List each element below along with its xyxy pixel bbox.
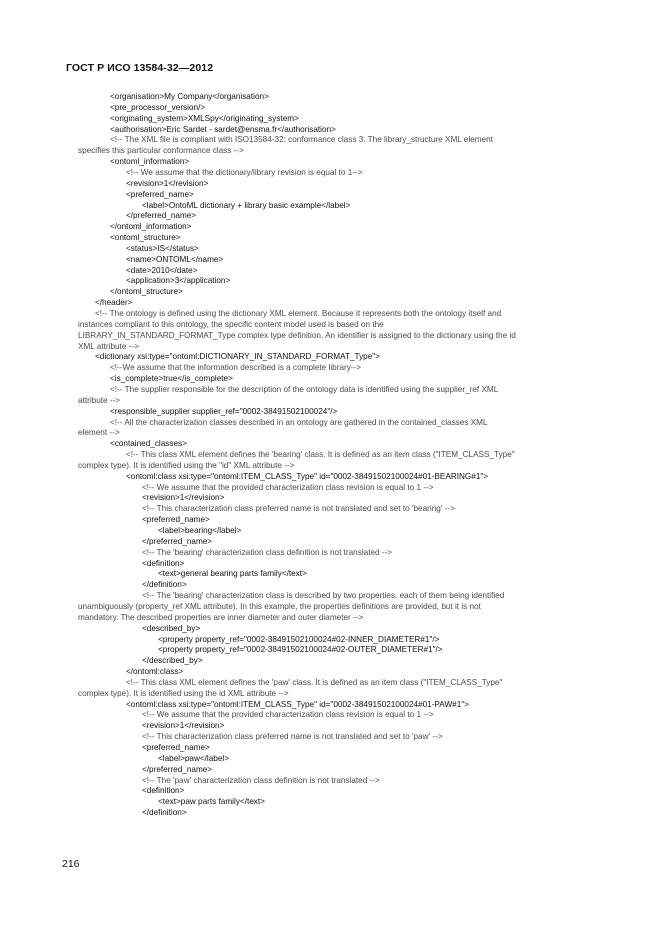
- code-comment-line: <!-- This characterization class preferred name is not translated and set to 'bearing' -->: [142, 504, 455, 514]
- code-line: <contained_classes>: [110, 439, 187, 449]
- code-line: <status>IS</status>: [126, 243, 199, 253]
- code-line: </preferred_name>: [142, 764, 213, 774]
- code-line: </described_by>: [142, 656, 203, 666]
- code-comment-line: mandatory. The described properties are inner diameter and outer diameter -->: [78, 612, 364, 622]
- code-line: <preferred_name>: [126, 189, 194, 199]
- code-line: <originating_system>XMLSpy</originating_system>: [110, 113, 299, 123]
- page-header-title: ГОСТ Р ИСО 13584-32—2012: [66, 62, 214, 74]
- code-comment-line: <!-- The supplier responsible for the description of the ontology data is identified using the supplier_ref XML: [110, 384, 499, 394]
- code-comment-line: <!-- All the characterization classes described in an ontology are gathered in the contained_classes XML: [110, 417, 488, 427]
- code-line: <application>3</application>: [126, 276, 231, 286]
- code-comment-line: unambiguously (property_ref XML attribute). In this example, the properties definitions are provided, but it is not: [78, 601, 481, 611]
- code-line: <is_complete>true</is_complete>: [110, 374, 233, 384]
- code-line: <text>general bearing parts family</text>: [158, 569, 307, 579]
- code-line: </definition>: [142, 808, 187, 818]
- code-line: <label>OntoML dictionary + library basic example</label>: [142, 200, 351, 210]
- code-line: <ontoml:class xsi:type="ontoml:ITEM_CLASS_Type" id="0002-38491502100024#01-PAW#1">: [126, 699, 469, 709]
- code-line: <authorisation>Eric Sardet - sardet@ensma.fr</authorisation>: [110, 124, 336, 134]
- code-comment-line: LIBRARY_IN_STANDARD_FORMAT_Type complex type definition. An identifier is assigned to the dictionary using the id: [78, 330, 516, 340]
- code-line: <ontoml:class xsi:type="ontoml:ITEM_CLASS_Type" id="0002-38491502100024#01-BEARING#1">: [126, 471, 489, 481]
- code-comment-line: complex type). It is identified using the "id" XML attribute -->: [78, 460, 295, 470]
- code-line: <described_by>: [142, 623, 201, 633]
- code-comment-line: <!-- This characterization class preferred name is not translated and set to 'paw' -->: [142, 732, 443, 742]
- code-line: <definition>: [142, 558, 185, 568]
- code-comment-line: <!-- The 'bearing' characterization class definition is not translated -->: [142, 547, 393, 557]
- code-comment-line: <!-- The 'paw' characterization class definition is not translated -->: [142, 775, 380, 785]
- code-line: </ontoml_structure>: [110, 287, 183, 297]
- code-comment-line: instances compliant to this ontology, the specific content model used is based on the: [78, 319, 384, 329]
- code-line: <definition>: [142, 786, 185, 796]
- code-line: <property property_ref="0002-38491502100024#02-OUTER_DIAMETER#1"/>: [158, 645, 443, 655]
- code-line: <pre_processor_version/>: [110, 102, 206, 112]
- code-line: <date>2010</date>: [126, 265, 198, 275]
- code-comment-line: <!--We assume that the information described is a complete library-->: [110, 363, 362, 373]
- code-line: <revision>1</revision>: [142, 721, 225, 731]
- code-line: </preferred_name>: [126, 211, 197, 221]
- code-line: </ontoml_information>: [110, 222, 192, 232]
- code-line: <revision>1</revision>: [142, 493, 225, 503]
- code-comment-line: <!-- The ontology is defined using the dictionary XML element. Because it represents both the ontology itself and: [95, 309, 502, 318]
- code-comment-line: <!-- We assume that the provided characterization class revision is equal to 1 -->: [142, 482, 434, 492]
- code-line: <organisation>My Company</organisation>: [110, 92, 269, 101]
- code-line: </definition>: [142, 580, 187, 590]
- code-line: </preferred_name>: [142, 536, 213, 546]
- code-line: <label>paw</label>: [158, 753, 230, 763]
- code-line: <name>ONTOML</name>: [126, 254, 224, 264]
- code-line: <ontoml_information>: [110, 157, 190, 167]
- code-comment-line: element -->: [78, 428, 120, 438]
- code-line: </ontoml:class>: [126, 667, 184, 677]
- code-line: <ontoml_structure>: [110, 233, 181, 243]
- code-comment-line: <!-- This class XML element defines the 'bearing' class. It is defined as an item class ("ITEM_CLASS_Type": [126, 450, 515, 460]
- code-comment-line: XML attribute -->: [78, 341, 139, 351]
- code-line: <preferred_name>: [142, 515, 210, 525]
- page-number: 216: [62, 858, 80, 870]
- code-line: <property property_ref="0002-38491502100024#02-INNER_DIAMETER#1"/>: [158, 634, 440, 644]
- code-line: <text>paw parts family</text>: [158, 797, 265, 807]
- code-comment-line: complex type). It is identified using the id XML attribute -->: [78, 688, 289, 698]
- code-comment-line: <!-- The XML file is compliant with ISO13584-32: conformance class 3. The library_structure XML element: [110, 135, 493, 145]
- code-comment-line: <!-- We assume that the provided characterization class revision is equal to 1 -->: [142, 710, 434, 720]
- code-comment-line: attribute -->: [78, 395, 121, 405]
- code-comment-line: specifies this particular conformance class -->: [78, 146, 244, 156]
- code-line: <revision>1</revision>: [126, 178, 209, 188]
- code-line: </header>: [95, 298, 133, 308]
- code-comment-line: <!-- This class XML element defines the 'paw' class. It is defined as an item class ("ITEM_CLASS_Type": [126, 677, 503, 687]
- code-comment-line: <!-- We assume that the dictionary/library revision is equal to 1-->: [126, 167, 363, 177]
- code-line: <label>bearing</label>: [158, 526, 242, 535]
- code-comment-line: <!-- The 'bearing' characterization class is described by two properties, each of them being identified: [142, 591, 505, 601]
- code-line: <responsible_supplier supplier_ref="0002-38491502100024"/>: [110, 406, 338, 416]
- code-line: <preferred_name>: [142, 743, 210, 752]
- code-line: <dictionary xsi:type="ontoml:DICTIONARY_IN_STANDARD_FORMAT_Type">: [95, 352, 380, 362]
